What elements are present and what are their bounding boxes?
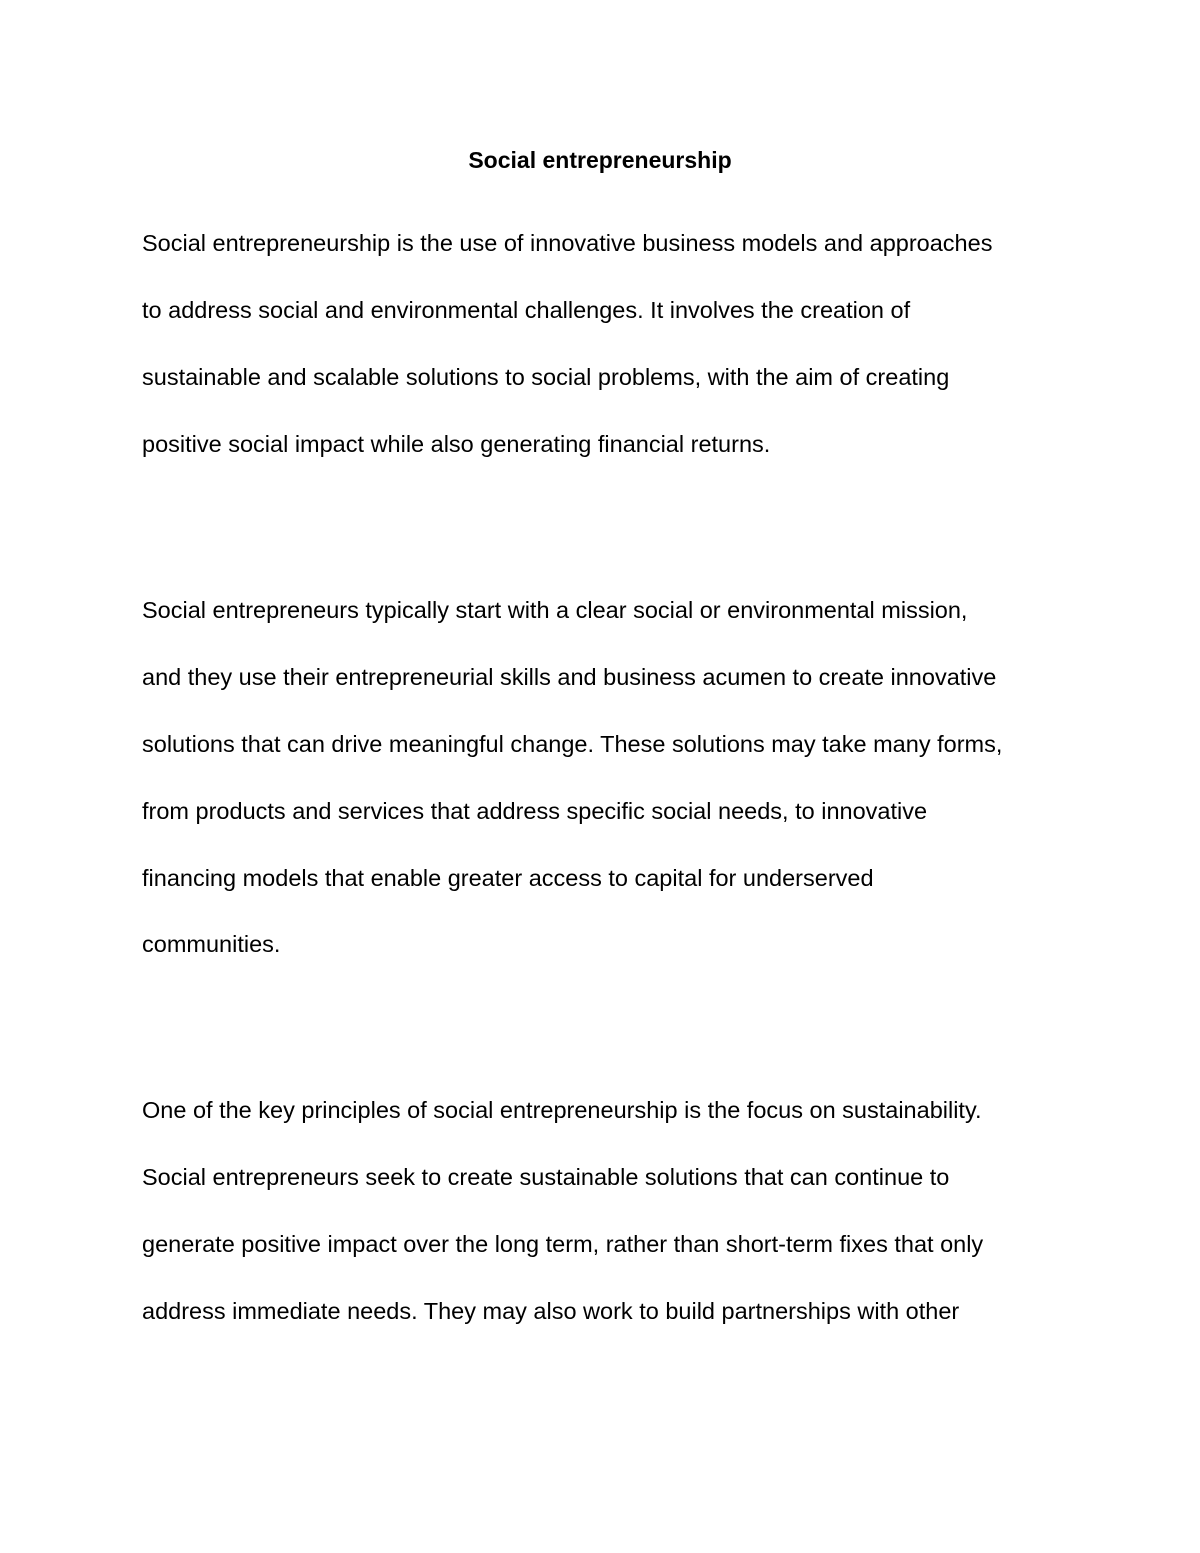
paragraph-2 — [142, 590, 1072, 991]
paragraph-line: Social entrepreneurs seek to create sustainable solutions that can continue to — [142, 1163, 950, 1190]
paragraph-line: Social entrepreneurs typically start with a clear social or environmental mission, — [142, 597, 968, 623]
paragraph-line: communities. — [142, 931, 281, 958]
paragraph-line: financing models that enable greater access to capital for underserved — [142, 864, 874, 891]
paragraph-3 — [142, 1090, 1072, 1358]
paragraph-line: positive social impact while also generating financial returns. — [142, 430, 771, 457]
paragraph-line: to address social and environmental challenges. It involves the creation of — [142, 296, 911, 323]
paragraph-line: from products and services that address specific social needs, to innovative — [142, 797, 928, 824]
paragraph-line: One of the key principles of social entrepreneurship is the focus on sustainability. — [142, 1097, 982, 1123]
paragraph-line: and they use their entrepreneurial skills and business acumen to create innovative — [142, 663, 997, 690]
paragraph-1 — [142, 223, 1072, 491]
document-title: Social entrepreneurship — [468, 147, 732, 173]
paragraph-line: sustainable and scalable solutions to social problems, with the aim of creating — [142, 363, 950, 390]
paragraph-line: address immediate needs. They may also work to build partnerships with other — [142, 1297, 960, 1324]
paragraph-line: solutions that can drive meaningful change. These solutions may take many forms, — [142, 730, 1003, 757]
paragraph-line: Social entrepreneurship is the use of innovative business models and approaches — [142, 230, 993, 256]
paragraph-line: generate positive impact over the long term, rather than short-term fixes that only — [142, 1230, 984, 1257]
